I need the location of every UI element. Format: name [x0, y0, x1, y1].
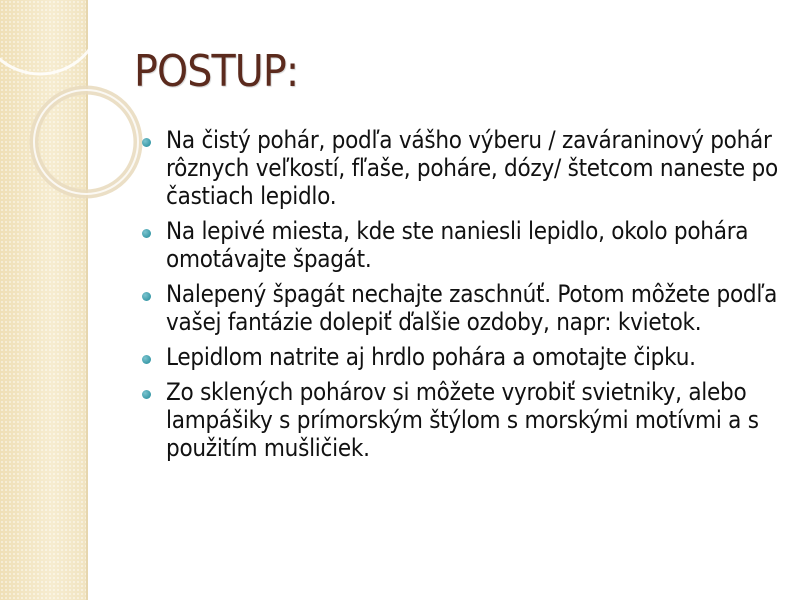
decorative-rings — [0, 0, 160, 220]
bullet-item — [140, 217, 780, 273]
bullet-item — [140, 280, 780, 336]
bullet-icon — [142, 355, 151, 364]
bullet-text: Zo sklených pohárov si môžete vyrobiť svietniky, alebo lampášiky s prímorským štýlom s morskými motívmi a s použitím mušličiek. — [166, 378, 759, 462]
bullet-icon — [142, 292, 151, 301]
bullet-text: Nalepený špagát nechajte zaschnúť. Potom môžete podľa vašej fantázie dolepiť ďalšie ozdoby, napr: kvietok. — [166, 280, 778, 336]
bullet-icon — [142, 390, 151, 399]
slide-title: POSTUP: — [134, 46, 299, 97]
decorative-ring-top — [0, 0, 102, 74]
bullet-text: Na čistý pohár, podľa vášho výberu / zaváraninový pohár rôznych veľkostí, fľaše, poháre, dózy/ štetcom naneste po častiach lepidlo. — [166, 126, 778, 210]
bullet-text: Na lepivé miesta, kde ste naniesli lepidlo, okolo pohára omotávajte špagát. — [166, 217, 749, 273]
bullet-text: Lepidlom natrite aj hrdlo pohára a omotajte čipku. — [166, 343, 696, 371]
decorative-ring-middle-highlight — [34, 90, 138, 194]
bullet-item — [140, 343, 780, 371]
bullet-item — [140, 126, 780, 210]
bullet-icon — [142, 229, 151, 238]
bullet-item — [140, 378, 780, 462]
bullet-icon — [142, 138, 151, 147]
bullet-list — [140, 126, 780, 469]
